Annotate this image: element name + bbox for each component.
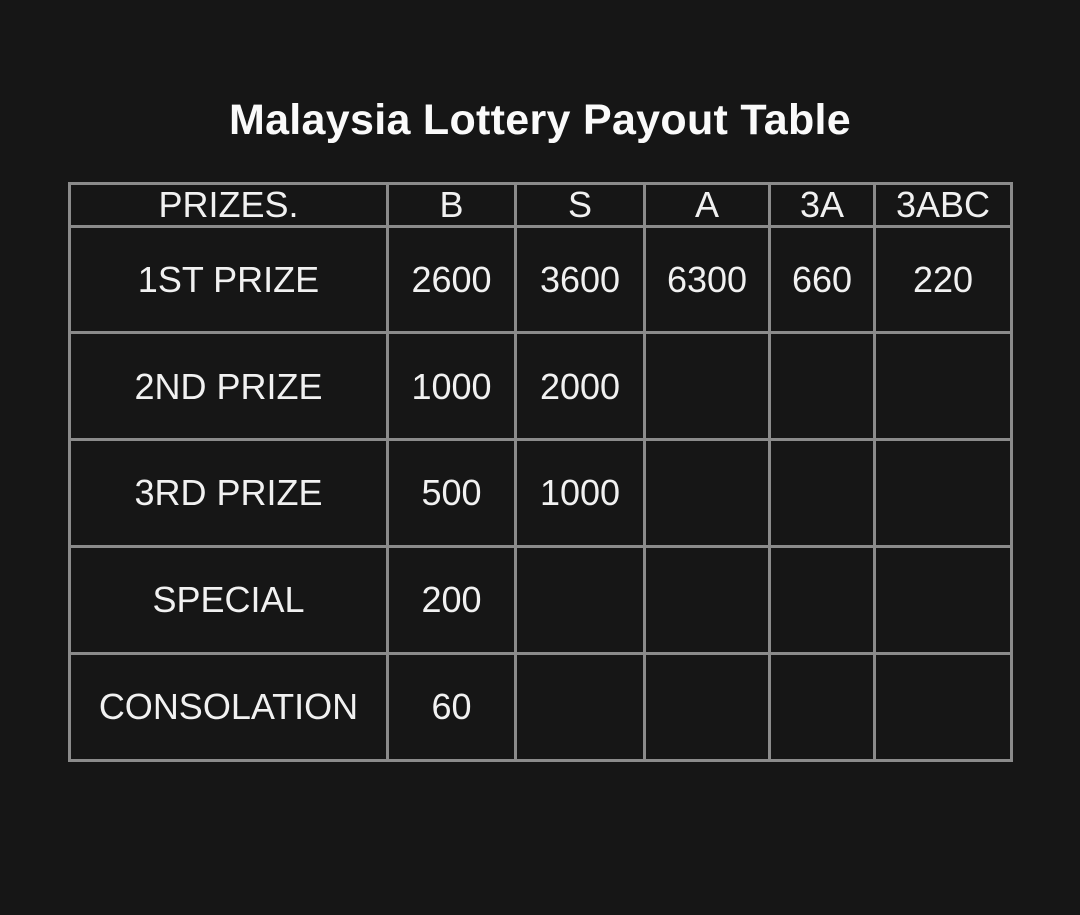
cell-3a: 660 — [770, 226, 875, 333]
cell-3a — [770, 547, 875, 654]
column-header-3a: 3A — [770, 184, 875, 227]
row-label: CONSOLATION — [70, 654, 388, 761]
column-header-3abc: 3ABC — [875, 184, 1012, 227]
table-row-consolation — [70, 654, 1012, 761]
column-header-b: B — [388, 184, 516, 227]
cell-3abc: 220 — [875, 226, 1012, 333]
cell-a — [645, 547, 770, 654]
column-header-a: A — [645, 184, 770, 227]
cell-a — [645, 654, 770, 761]
cell-3abc — [875, 333, 1012, 440]
cell-b: 2600 — [388, 226, 516, 333]
cell-3abc — [875, 547, 1012, 654]
cell-3a — [770, 654, 875, 761]
cell-b: 500 — [388, 440, 516, 547]
cell-3a — [770, 440, 875, 547]
page-title: Malaysia Lottery Payout Table — [228, 96, 852, 144]
cell-s — [516, 654, 645, 761]
cell-b: 60 — [388, 654, 516, 761]
cell-3a — [770, 333, 875, 440]
cell-s: 2000 — [516, 333, 645, 440]
table-header-row — [70, 184, 1012, 227]
cell-s: 3600 — [516, 226, 645, 333]
column-header-s: S — [516, 184, 645, 227]
cell-a: 6300 — [645, 226, 770, 333]
payout-table — [68, 182, 1013, 762]
table-row-1st-prize — [70, 226, 1012, 333]
cell-3abc — [875, 440, 1012, 547]
row-label: 1ST PRIZE — [70, 226, 388, 333]
row-label: 3RD PRIZE — [70, 440, 388, 547]
row-label: SPECIAL — [70, 547, 388, 654]
row-label: 2ND PRIZE — [70, 333, 388, 440]
cell-a — [645, 333, 770, 440]
cell-b: 1000 — [388, 333, 516, 440]
cell-s — [516, 547, 645, 654]
cell-b: 200 — [388, 547, 516, 654]
cell-s: 1000 — [516, 440, 645, 547]
column-header-prizes: PRIZES. — [70, 184, 388, 227]
cell-3abc — [875, 654, 1012, 761]
table-row-special — [70, 547, 1012, 654]
cell-a — [645, 440, 770, 547]
table-row-3rd-prize — [70, 440, 1012, 547]
table-row-2nd-prize — [70, 333, 1012, 440]
